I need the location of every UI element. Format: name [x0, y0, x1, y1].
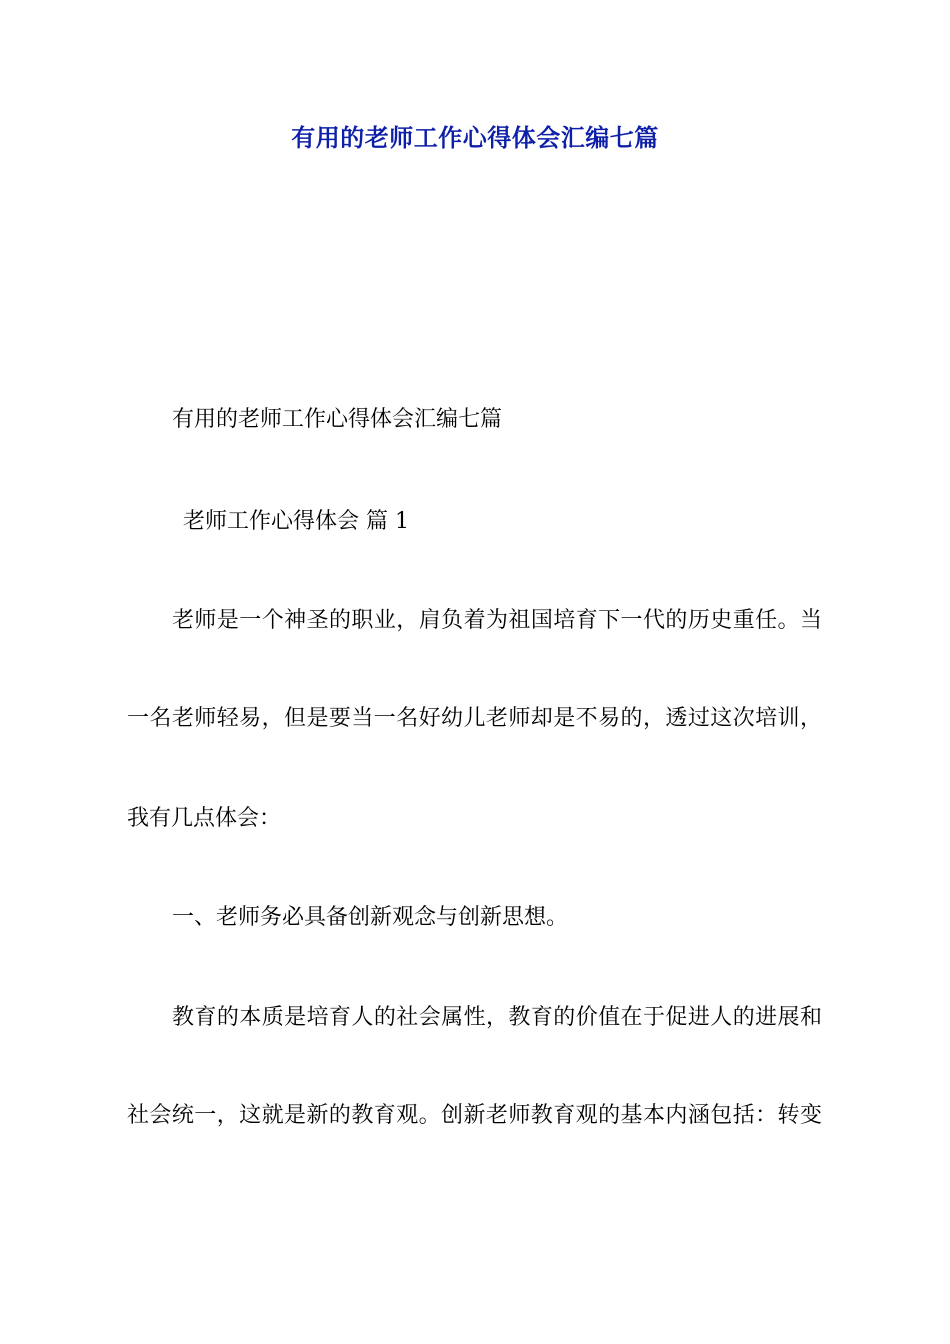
paragraph-3-line-1: 教育的本质是培育人的社会属性，教育的价值在于促进人的进展和 — [172, 1005, 822, 1030]
paragraph-2-line-1: 一、老师务必具备创新观念与创新思想。 — [172, 905, 569, 930]
paragraph-1-line-3: 我有几点体会： — [127, 806, 282, 831]
paragraph-1-line-2: 一名老师轻易，但是要当一名好幼儿老师却是不易的，透过这次培训， — [127, 706, 822, 731]
paragraph-3-line-2: 社会统一，这就是新的教育观。创新老师教育观的基本内涵包括：转变 — [127, 1103, 822, 1128]
document-subtitle: 有用的老师工作心得体会汇编七篇 — [172, 407, 503, 432]
document-title: 有用的老师工作心得体会汇编七篇 — [291, 124, 659, 152]
paragraph-1-line-1: 老师是一个神圣的职业，肩负着为祖国培育下一代的历史重任。当 — [172, 608, 822, 633]
section-heading: 老师工作心得体会 篇 1 — [183, 509, 409, 534]
